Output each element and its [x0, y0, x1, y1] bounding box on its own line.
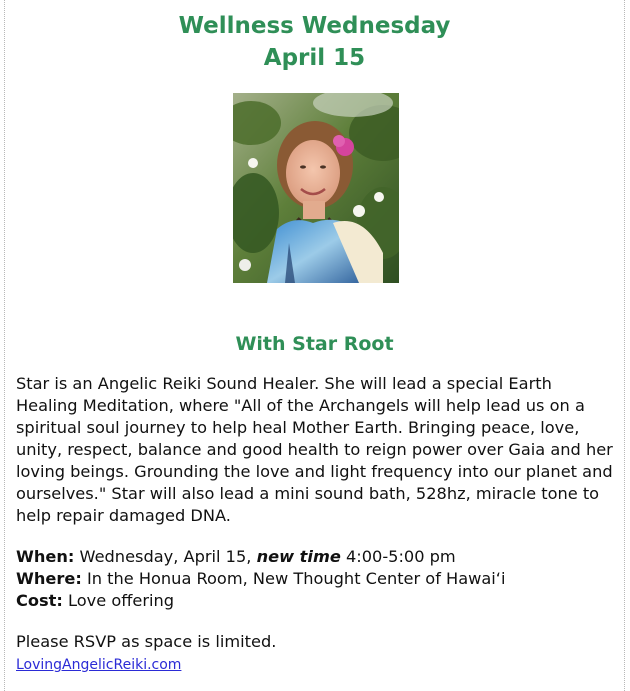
- presenter-photo: [233, 93, 399, 283]
- when-label: When:: [16, 547, 75, 566]
- title-line-event: Wellness Wednesday: [178, 13, 451, 39]
- website-link[interactable]: LovingAngelicReiki.com: [16, 657, 182, 673]
- presenter-portrait-image: [233, 93, 399, 283]
- where-label: Where:: [16, 569, 82, 588]
- cost-label: Cost:: [16, 591, 63, 610]
- when-value-start: Wednesday, April 15,: [79, 547, 252, 566]
- event-details: [16, 546, 616, 612]
- rsvp-section: [16, 631, 616, 675]
- new-time-highlight: new time: [256, 547, 341, 566]
- cost-value: Love offering: [68, 591, 175, 610]
- when-row: [16, 546, 616, 568]
- where-row: [16, 568, 616, 590]
- page-title: [5, 10, 624, 74]
- event-description: Star is an Angelic Reiki Sound Healer. She will lead a special Earth Healing Meditation, where "All of the Archangels will help lead us on a spiritual soul journey to help heal Mother Earth. Bringing peace, love, unity, respect, balance and good health to reign power over Gaia and her loving beings. Grounding the love and light frequency into our planet and ourselves." Star will also lead a mini sound bath, 528hz, miracle tone to help repair damaged DNA.: [16, 374, 613, 525]
- where-value: In the Honua Room, New Thought Center of Hawai‘i: [86, 569, 506, 588]
- presenter-heading: With Star Root: [235, 333, 394, 355]
- rsvp-text: Please RSVP as space is limited.: [16, 632, 277, 651]
- title-line-date: April 15: [263, 45, 366, 71]
- cost-row: [16, 590, 616, 612]
- newsletter-page: [4, 0, 625, 691]
- when-value-end: 4:00-5:00 pm: [345, 547, 456, 566]
